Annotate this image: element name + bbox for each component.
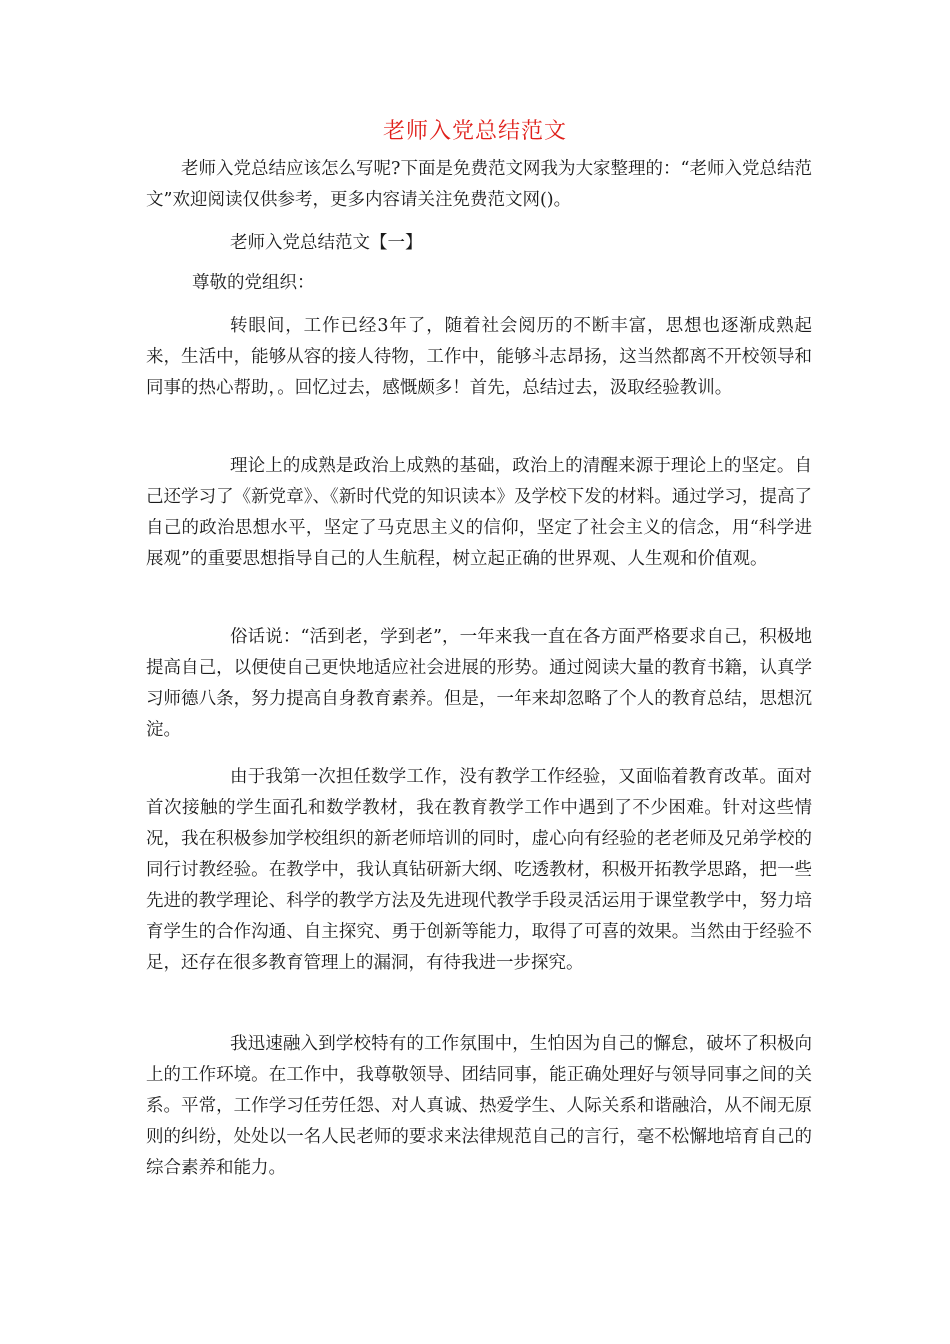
body-paragraph-1: 转眼间，工作已经3年了，随着社会阅历的不断丰富，思想也逐渐成熟起来，生活中，能够从容的接人待物，工作中，能够斗志昂扬，这当然都离不开校领导和同事的热心帮助，。回忆过去，感慨颇多！首先，总结过去，汲取经验教训。 <box>146 316 812 398</box>
body-paragraph-4: 由于我第一次担任数学工作，没有教学工作经验，又面临着教育改革。面对首次接触的学生面孔和数学教材，我在教育教学工作中遇到了不少困难。针对这些情况，我在积极参加学校组织的新老师培训的同时，虚心向有经验的老老师及兄弟学校的同行讨教经验。在教学中，我认真钻研新大纲、吃透教材，积极开拓教学思路，把一些先进的教学理论、科学的教学方法及先进现代教学手段灵活运用于课堂教学中，努力培育学生的合作沟通、自主探究、勇于创新等能力，取得了可喜的效果。当然由于经验不足，还存在很多教育管理上的漏洞，有待我进一步探究。 <box>146 767 812 973</box>
intro-paragraph: 老师入党总结应该怎么写呢?下面是免费范文网我为大家整理的：“老师入党总结范文”欢迎阅读仅供参考，更多内容请关注免费范文网()。 <box>146 159 812 210</box>
body-paragraph-3: 俗话说：“活到老，学到老”，一年来我一直在各方面严格要求自己，积极地提高自己，以便使自己更快地适应社会进展的形势。通过阅读大量的教育书籍，认真学习师德八条，努力提高自身教育素养。但是，一年来却忽略了个人的教育总结，思想沉淀。 <box>146 627 812 740</box>
section-heading: 老师入党总结范文【一】 <box>230 233 423 253</box>
body-paragraph-5: 我迅速融入到学校特有的工作氛围中，生怕因为自己的懈怠，破坏了积极向上的工作环境。在工作中，我尊敬领导、团结同事，能正确处理好与领导同事之间的关系。平常，工作学习任劳任怨、对人真诚、热爱学生、人际关系和谐融洽，从不闹无原则的纠纷，处处以一名人民老师的要求来法律规范自己的言行，毫不松懈地培育自己的综合素养和能力。 <box>146 1034 812 1178</box>
document-title: 老师入党总结范文 <box>382 119 567 144</box>
salutation: 尊敬的党组织： <box>192 273 315 293</box>
body-paragraph-2: 理论上的成熟是政治上成熟的基础，政治上的清醒来源于理论上的坚定。自己还学习了《新党章》、《新时代党的知识读本》及学校下发的材料。通过学习，提高了自己的政治思想水平，坚定了马克思主义的信仰，坚定了社会主义的信念，用“科学进展观”的重要思想指导自己的人生航程，树立起正确的世界观、人生观和价值观。 <box>146 456 812 569</box>
